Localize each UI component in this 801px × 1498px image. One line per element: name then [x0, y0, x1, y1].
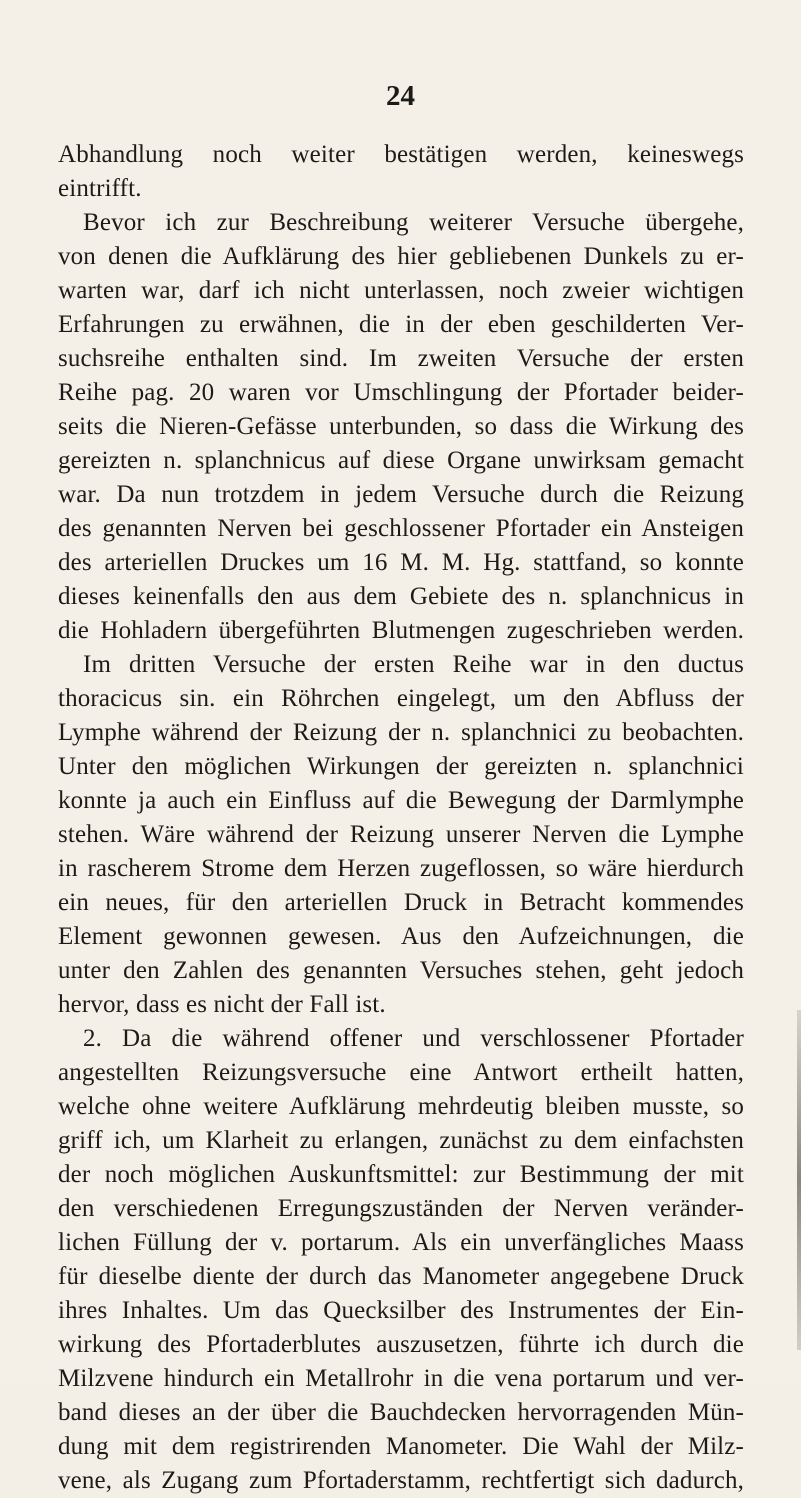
- text-line: angestellten Reizungsversuche eine Antwort ertheilt hatten,: [58, 1059, 744, 1086]
- text-line: Erfahrungen zu erwähnen, die in der eben geschilderten Ver-: [58, 311, 744, 338]
- body-text: [58, 138, 744, 1498]
- page-edge-shadow: [797, 1010, 801, 1350]
- text-line: unter den Zahlen des genannten Versuches stehen, geht jedoch: [58, 957, 744, 984]
- text-line: war. Da nun trotzdem in jedem Versuche durch die Reizung: [58, 481, 744, 508]
- text-line: für dieselbe diente der durch das Manometer angegebene Druck: [58, 1263, 744, 1290]
- text-line: Unter den möglichen Wirkungen der gereizten n. splanchnici: [58, 753, 744, 780]
- text-line: ein neues, für den arteriellen Druck in Betracht kommendes: [58, 889, 744, 916]
- text-line: hervor, dass es nicht der Fall ist.: [58, 991, 386, 1018]
- text-line: Lymphe während der Reizung der n. splanchnici zu beobachten.: [58, 719, 744, 746]
- text-line: die Hohladern übergeführten Blutmengen zugeschrieben werden.: [58, 617, 744, 644]
- text-line: seits die Nieren-Gefässe unterbunden, so dass die Wirkung des: [58, 413, 744, 440]
- text-line: der noch möglichen Auskunftsmittel: zur Bestimmung der mit: [58, 1161, 744, 1188]
- page-number: 24: [386, 80, 415, 112]
- text-line: wirkung des Pfortaderblutes auszusetzen, führte ich durch die: [58, 1331, 744, 1358]
- text-line: den verschiedenen Erregungszuständen der Nerven veränder-: [58, 1195, 744, 1222]
- text-line: dung mit dem registrirenden Manometer. Die Wahl der Milz-: [58, 1433, 744, 1460]
- text-line: des genannten Nerven bei geschlossener Pfortader ein Ansteigen: [58, 515, 744, 542]
- text-line: griff ich, um Klarheit zu erlangen, zunächst zu dem einfachsten: [58, 1127, 744, 1154]
- text-line: Reihe pag. 20 waren vor Umschlingung der Pfortader beider-: [58, 379, 744, 406]
- text-line: ihres Inhaltes. Um das Quecksilber des Instrumentes der Ein-: [58, 1297, 744, 1324]
- text-line: dieses keinenfalls den aus dem Gebiete des n. splanchnicus in: [58, 583, 744, 610]
- text-line: eintrifft.: [58, 175, 142, 202]
- text-line: thoracicus sin. ein Röhrchen eingelegt, um den Abfluss der: [58, 685, 744, 712]
- text-line: lichen Füllung der v. portarum. Als ein unverfängliches Maass: [58, 1229, 744, 1256]
- text-line: warten war, darf ich nicht unterlassen, noch zweier wichtigen: [58, 277, 744, 304]
- text-line: stehen. Wäre während der Reizung unserer Nerven die Lymphe: [58, 821, 744, 848]
- text-line: vene, als Zugang zum Pfortaderstamm, rechtfertigt sich dadurch,: [58, 1467, 744, 1494]
- text-line: welche ohne weitere Aufklärung mehrdeutig bleiben musste, so: [58, 1093, 744, 1120]
- text-line: band dieses an der über die Bauchdecken hervorragenden Mün-: [58, 1399, 744, 1426]
- text-line: suchsreihe enthalten sind. Im zweiten Versuche der ersten: [58, 345, 744, 372]
- text-line: Milzvene hindurch ein Metallrohr in die vena portarum und ver-: [58, 1365, 744, 1392]
- text-line: von denen die Aufklärung des hier gebliebenen Dunkels zu er-: [58, 243, 744, 270]
- text-line: Im dritten Versuche der ersten Reihe war in den ductus: [83, 651, 744, 678]
- text-line: Bevor ich zur Beschreibung weiterer Versuche übergehe,: [83, 209, 744, 236]
- text-line: 2. Da die während offener und verschlossener Pfortader: [83, 1025, 744, 1052]
- text-line: des arteriellen Druckes um 16 M. M. Hg. stattfand, so konnte: [58, 549, 744, 576]
- text-line: Abhandlung noch weiter bestätigen werden, keineswegs: [58, 141, 744, 168]
- text-line: gereizten n. splanchnicus auf diese Organe unwirksam gemacht: [58, 447, 744, 474]
- text-line: in rascherem Strome dem Herzen zugeflossen, so wäre hierdurch: [58, 855, 744, 882]
- text-line: konnte ja auch ein Einfluss auf die Bewegung der Darmlymphe: [58, 787, 744, 814]
- text-line: Element gewonnen gewesen. Aus den Aufzeichnungen, die: [58, 923, 744, 950]
